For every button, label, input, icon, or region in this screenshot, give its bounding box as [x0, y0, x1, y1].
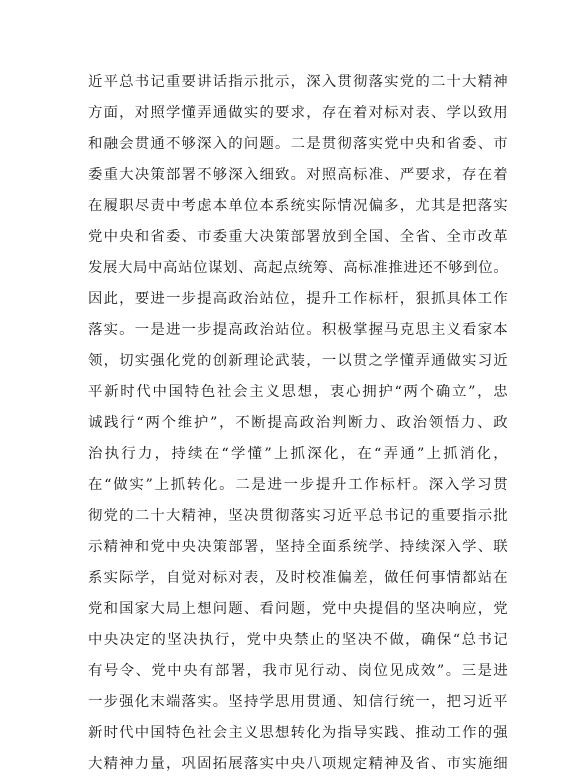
body-text: [88, 67, 508, 780]
text-line: 因此，要进一步提高政治站位，提升工作标杆，狠抓具体工作: [88, 291, 508, 307]
text-line: 新时代中国特色社会主义思想转化为指导实践、推动工作的强: [88, 725, 508, 741]
text-line: 有号令、党中央有部署，我市见行动、岗位见成效”。三是进: [88, 663, 508, 679]
text-line: 中央决定的坚决执行，党中央禁止的坚决不做，确保“总书记: [88, 632, 508, 648]
text-line: 诚践行“两个维护”，不断提高政治判断力、政治领悟力、政: [88, 415, 508, 431]
text-line: 一步强化末端落实。坚持学思用贯通、知信行统一，把习近平: [88, 694, 508, 710]
text-line: 方面，对照学懂弄通做实的要求，存在着对标对表、学以致用: [88, 105, 508, 121]
text-line: 在履职尽责中考虑本单位本系统实际情况偏多，尤其是把落实: [88, 198, 508, 214]
text-line: 发展大局中高站位谋划、高起点统筹、高标准推进还不够到位。: [88, 260, 508, 276]
text-line: 彻党的二十大精神，坚决贯彻落实习近平总书记的重要指示批: [88, 508, 508, 524]
text-line: 大精神力量，巩固拓展落实中央八项规定精神及省、市实施细: [88, 756, 508, 772]
text-line: 治执行力，持续在“学懂”上抓深化，在“弄通”上抓消化，: [88, 446, 508, 462]
text-line: 近平总书记重要讲话指示批示，深入贯彻落实党的二十大精神: [88, 74, 508, 90]
text-line: 平新时代中国特色社会主义思想，衷心拥护“两个确立”，忠: [88, 384, 508, 400]
text-line: 示精神和党中央决策部署，坚持全面系统学、持续深入学、联: [88, 539, 508, 555]
text-line: 委重大决策部署不够深入细致。对照高标准、严要求，存在着: [88, 167, 508, 183]
text-line: 党和国家大局上想问题、看问题，党中央提倡的坚决响应，党: [88, 601, 508, 617]
text-line: 系实际学，自觉对标对表，及时校准偏差，做任何事情都站在: [88, 570, 508, 586]
text-line: 领，切实强化党的创新理论武装，一以贯之学懂弄通做实习近: [88, 353, 508, 369]
text-line: 和融会贯通不够深入的问题。二是贯彻落实党中央和省委、市: [88, 136, 508, 152]
text-line: 落实。一是进一步提高政治站位。积极掌握马克思主义看家本: [88, 322, 508, 338]
text-line: 党中央和省委、市委重大决策部署放到全国、全省、全市改革: [88, 229, 508, 245]
text-line: 在“做实”上抓转化。二是进一步提升工作标杆。深入学习贯: [88, 477, 508, 493]
